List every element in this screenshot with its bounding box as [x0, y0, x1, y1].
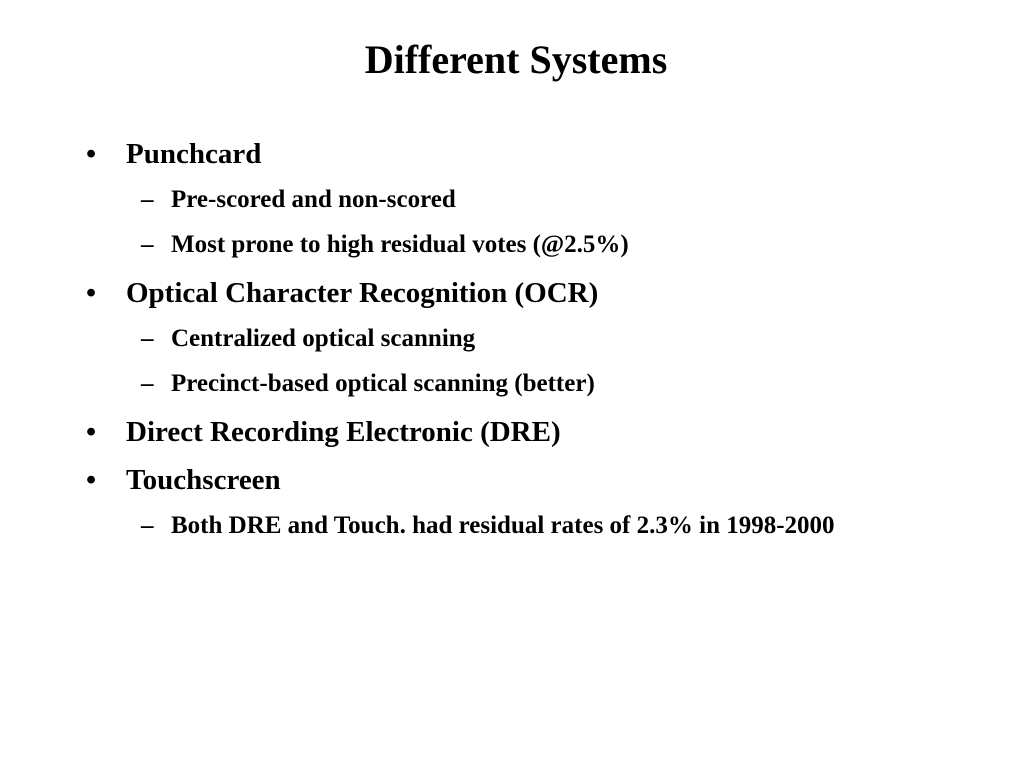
bullet-marker: •: [86, 138, 97, 170]
sub-bullet-marker: –: [141, 186, 154, 213]
bullet-item-ocr: [86, 275, 966, 402]
sub-bullet-item: [126, 182, 966, 218]
bullet-text: Punchcard: [126, 138, 262, 170]
sub-bullet-marker: –: [141, 325, 154, 352]
bullet-item-punchcard: [86, 136, 966, 263]
sub-bullet-list: [126, 321, 966, 402]
sub-bullet-text: Both DRE and Touch. had residual rates of 2.3% in 1998-2000: [171, 512, 835, 539]
slide-title: Different Systems: [364, 37, 668, 82]
sub-bullet-item: [126, 508, 966, 544]
sub-bullet-item: [126, 366, 966, 402]
sub-bullet-text: Centralized optical scanning: [171, 325, 476, 352]
bullet-text: Direct Recording Electronic (DRE): [126, 416, 561, 448]
bullet-text: Optical Character Recognition (OCR): [126, 277, 599, 309]
sub-bullet-marker: –: [141, 370, 154, 397]
bullet-marker: •: [86, 277, 97, 309]
bullet-text: Touchscreen: [126, 464, 281, 496]
sub-bullet-text: Precinct-based optical scanning (better): [171, 370, 595, 397]
sub-bullet-marker: –: [141, 512, 154, 539]
sub-bullet-item: [126, 321, 966, 357]
sub-bullet-text: Most prone to high residual votes (@2.5%): [171, 231, 629, 258]
bullet-marker: •: [86, 416, 97, 448]
sub-bullet-item: [126, 227, 966, 263]
sub-bullet-marker: –: [141, 231, 154, 258]
sub-bullet-list: [126, 182, 966, 263]
bullet-list: [86, 136, 966, 544]
bullet-item-dre: [86, 414, 966, 450]
bullet-marker: •: [86, 464, 97, 496]
sub-bullet-text: Pre-scored and non-scored: [171, 186, 456, 213]
bullet-item-touchscreen: [86, 462, 966, 544]
sub-bullet-list: [126, 508, 966, 544]
